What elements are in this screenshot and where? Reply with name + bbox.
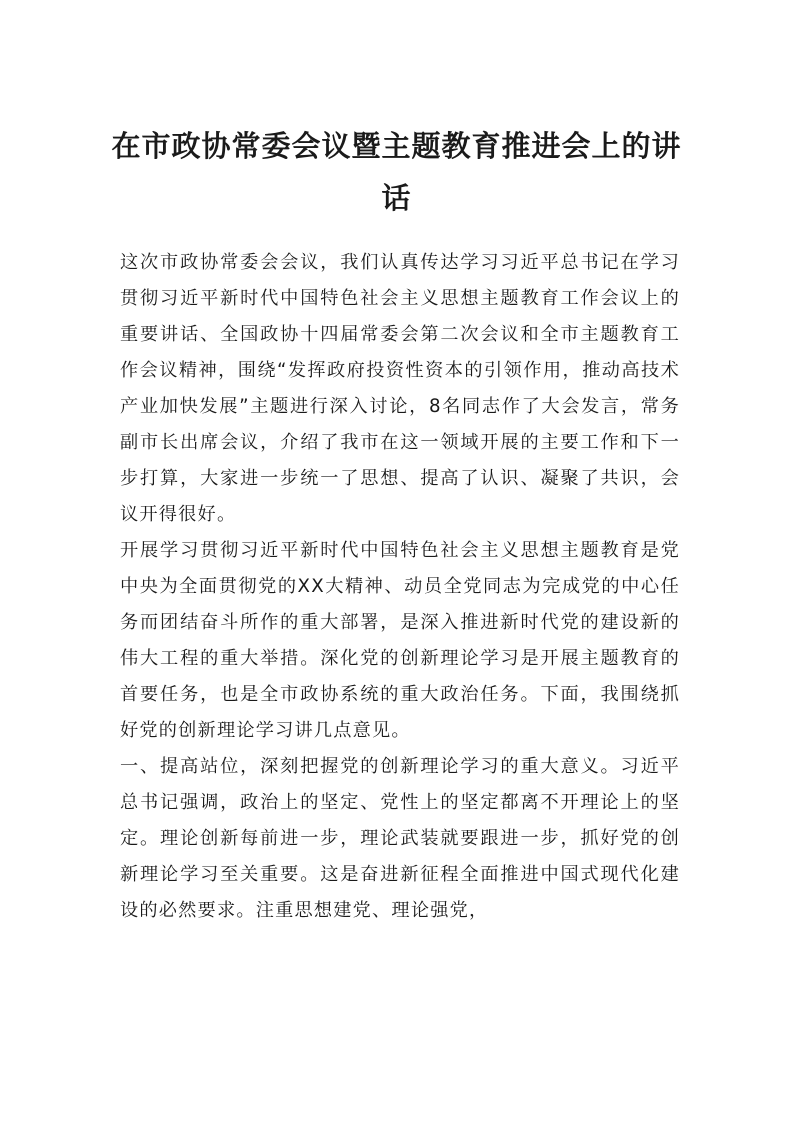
document-title: 在市政协常委会议暨主题教育推进会上的讲话: [111, 129, 682, 215]
paragraph-1: 这次市政协常委会会议，我们认真传达学习习近平总书记在学习贯彻习近平新时代中国特色社会主义思想主题教育工作会议上的重要讲话、全国政协十四届常委会第二次会议和全市主题教育工作会议精神，围绕“发挥政府投资性资本的引领作用，推动高技术产业加快发展”主题进行深入讨论，8名同志作了大会发言，常务副市长出席会议，介绍了我市在这一领域开展的主要工作和下一步打算，大家进一步统一了思想、提高了认识、凝聚了共识，会议开得很好。: [120, 252, 680, 525]
paragraph-3: 一、提高站位，深刻把握党的创新理论学习的重大意义。习近平总书记强调，政治上的坚定、党性上的坚定都离不开理论上的坚定。理论创新每前进一步，理论武装就要跟进一步，抓好党的创新理论学习至关重要。这是奋进新征程全面推进中国式现代化建设的必然要求。注重思想建党、理论强党，: [120, 756, 680, 921]
document-body: [120, 245, 680, 929]
paragraph-2: 开展学习贯彻习近平新时代中国特色社会主义思想主题教育是党中央为全面贯彻党的XX大精神、动员全党同志为完成党的中心任务而团结奋斗所作的重大部署，是深入推进新时代党的建设新的伟大工程的重大举措。深化党的创新理论学习是开展主题教育的首要任务，也是全市政协系统的重大政治任务。下面，我围绕抓好党的创新理论学习讲几点意见。: [120, 540, 680, 741]
